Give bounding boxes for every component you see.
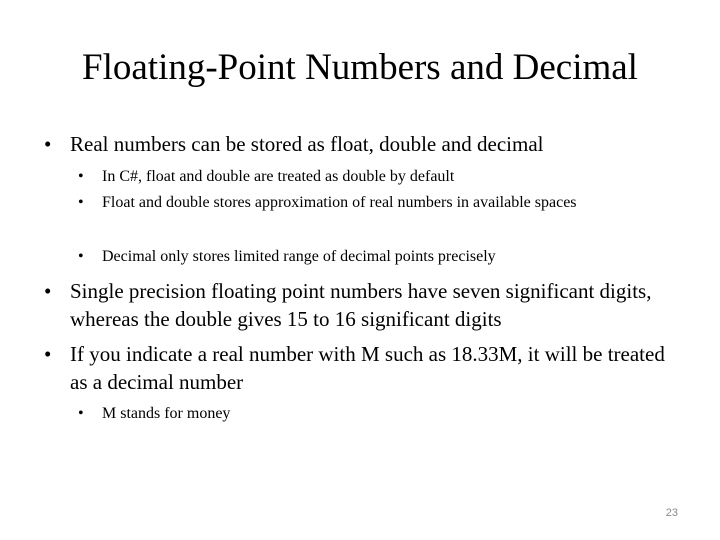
bullet-item xyxy=(44,130,676,158)
bullet-icon: • xyxy=(44,132,52,156)
sub-bullet-item xyxy=(78,192,676,214)
bullet-icon: • xyxy=(44,279,52,303)
bullet-text: Decimal only stores limited range of decimal points precisely xyxy=(102,248,496,265)
sub-bullet-item xyxy=(78,164,676,190)
slide-title: Floating-Point Numbers and Decimal xyxy=(82,47,638,88)
page-number: 23 xyxy=(665,507,678,519)
bullet-text: M stands for money xyxy=(102,405,231,422)
bullet-icon: • xyxy=(78,168,84,185)
bullet-item xyxy=(44,277,676,333)
bullet-icon: • xyxy=(78,248,84,265)
sub-bullet-item xyxy=(78,401,676,427)
bullet-icon: • xyxy=(78,405,84,422)
bullet-text: If you indicate a real number with M such as 18.33M, it will be treated as a decimal number xyxy=(70,342,665,394)
bullet-icon: • xyxy=(44,342,52,366)
sub-bullet-item xyxy=(78,244,676,270)
bullet-icon: • xyxy=(78,194,84,211)
bullet-text: Real numbers can be stored as float, double and decimal xyxy=(70,132,544,156)
bullet-text: Float and double stores approximation of real numbers in available spaces xyxy=(102,194,577,211)
bullet-text: In C#, float and double are treated as double by default xyxy=(102,168,455,185)
bullet-text: Single precision floating point numbers have seven significant digits, whereas the double gives 15 to 16 significant digits xyxy=(70,279,652,331)
bullet-item xyxy=(44,340,676,396)
